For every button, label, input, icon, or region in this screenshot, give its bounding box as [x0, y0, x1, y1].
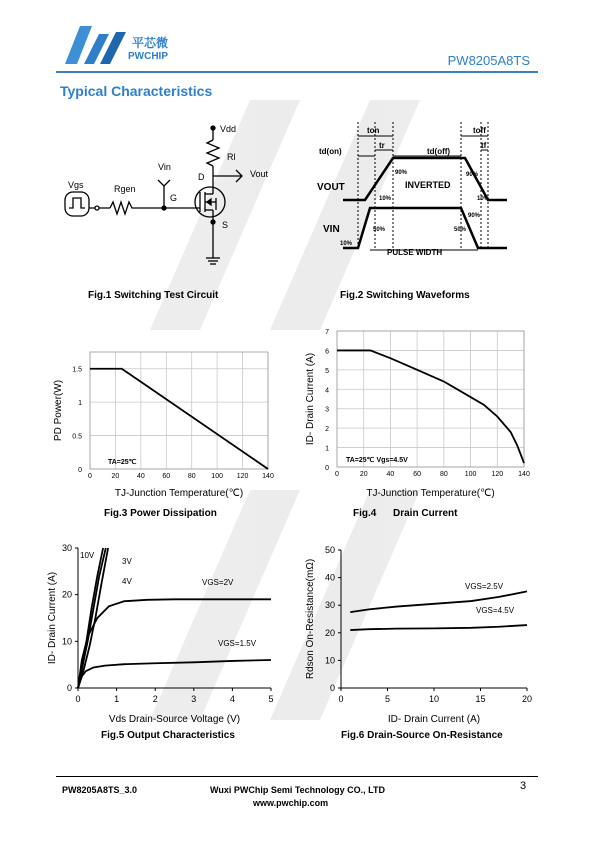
fig2-label-10-in: 10% — [340, 241, 353, 247]
fig2-label-ton: ton — [367, 126, 380, 135]
y-tick-label: 0 — [66, 683, 72, 693]
x-tick-label: 140 — [518, 471, 530, 478]
y-axis-label: ID- Drain Current (A) — [47, 571, 58, 665]
y-tick-label: 1 — [325, 445, 329, 453]
series-line-2 — [350, 625, 527, 630]
fig2-label-vout: VOUT — [317, 182, 345, 193]
x-tick-label: 140 — [262, 473, 274, 480]
series-label-2: 3V — [122, 557, 132, 566]
x-tick-label: 0 — [75, 694, 81, 704]
fig1-switching-circuit — [60, 118, 280, 268]
footer-url: www.pwchip.com — [253, 798, 329, 808]
series-label-3: 4V — [122, 577, 132, 586]
part-number: PW8205A8TS — [447, 53, 530, 68]
fig2-label-90-fall: 90% — [466, 172, 479, 178]
x-tick-label: 80 — [439, 471, 448, 478]
x-axis-label: TJ-Junction Temperature(℃) — [366, 488, 495, 499]
y-tick-label: 0.5 — [72, 433, 82, 441]
y-tick-label: 3 — [325, 406, 329, 414]
x-tick-label: 4 — [229, 694, 235, 704]
x-tick-label: 20 — [521, 694, 533, 704]
x-tick-label: 15 — [475, 694, 486, 704]
fig1-label-rl: Rl — [227, 152, 236, 162]
fig1-label-vin: Vin — [158, 162, 171, 172]
y-tick-label: 50 — [324, 545, 335, 555]
chart-annotation: TA=25℃ Vgs=4.5V — [346, 457, 408, 464]
fig4-caption: Fig.4 Drain Current — [353, 508, 458, 519]
series-line-1 — [337, 350, 524, 463]
fig1-label-vout: Vout — [250, 169, 269, 179]
y-tick-label: 20 — [324, 627, 335, 638]
series-label-5: VGS=1.5V — [218, 639, 257, 648]
y-tick-label: 10 — [61, 636, 72, 647]
fig1-caption: Fig.1 Switching Test Circuit — [88, 290, 219, 301]
x-tick-label: 5 — [268, 694, 274, 704]
series-label-4: VGS=2V — [202, 578, 234, 587]
fig2-caption: Fig.2 Switching Waveforms — [340, 290, 470, 301]
x-axis-label: TJ-Junction Temperature(℃) — [114, 488, 244, 499]
x-tick-label: 5 — [384, 694, 391, 704]
y-tick-label: 0 — [329, 683, 335, 693]
fig2-label-tdon: td(on) — [319, 147, 342, 156]
fig2-label-90-in: 90% — [468, 213, 481, 219]
footer-company: Wuxi PWChip Semi Technology CO., LTD — [210, 785, 386, 795]
x-tick-label: 20 — [111, 473, 120, 480]
y-tick-label: 5 — [325, 367, 329, 375]
fig2-label-50-rise: 50% — [373, 227, 386, 233]
fig6-caption: Fig.6 Drain-Source On-Resistance — [341, 730, 503, 741]
series-line-1 — [90, 369, 268, 469]
plot-frame — [337, 331, 524, 467]
x-tick-label: 40 — [136, 473, 145, 480]
y-tick-label: 40 — [324, 572, 335, 583]
x-tick-label: 100 — [464, 471, 477, 478]
fig2-label-tf: tf — [481, 141, 487, 150]
y-tick-label: 2 — [325, 426, 329, 434]
y-tick-label: 6 — [325, 348, 329, 356]
x-tick-label: 60 — [413, 471, 422, 478]
x-tick-label: 100 — [211, 473, 223, 480]
y-axis-label: Rdson On-Resistance(mΩ) — [305, 558, 316, 680]
y-axis-label: PD Power(W) — [53, 379, 64, 442]
y-tick-label: 20 — [61, 589, 72, 600]
chart-annotation: TA=25℃ — [108, 459, 137, 466]
fig1-label-g: G — [170, 193, 178, 203]
fig5-output-characteristics-chart — [42, 540, 284, 726]
x-tick-label: 120 — [236, 473, 249, 480]
fig2-label-toff: toff — [473, 126, 486, 135]
y-axis-label: ID- Drain Current (A) — [305, 352, 316, 446]
fig1-label-rgen: Rgen — [114, 184, 136, 194]
x-tick-label: 2 — [152, 694, 158, 704]
fig3-power-dissipation-chart — [48, 328, 280, 500]
y-tick-label: 30 — [324, 600, 335, 611]
fig6-on-resistance-chart — [300, 540, 540, 726]
x-tick-label: 3 — [191, 694, 197, 704]
footer-doc-id: PW8205A8TS_3.0 — [62, 785, 138, 795]
series-label-1: VGS=2.5V — [465, 582, 504, 591]
y-tick-label: 30 — [61, 543, 72, 553]
series-label-2: VGS=4.5V — [476, 606, 515, 615]
fig2-label-tr: tr — [379, 141, 385, 150]
footer-page-number: 3 — [520, 780, 527, 792]
fig2-label-tdoff: td(off) — [427, 147, 451, 156]
x-tick-label: 40 — [386, 471, 395, 478]
x-tick-label: 80 — [187, 473, 196, 480]
brand-name-en: PWCHIP — [128, 51, 168, 62]
brand-name-cn: 平芯微 — [132, 36, 169, 50]
x-tick-label: 120 — [491, 471, 504, 478]
y-tick-label: 0 — [78, 467, 82, 474]
fig2-label-pulse-width: PULSE WIDTH — [387, 248, 443, 257]
fig1-label-s: S — [222, 220, 229, 230]
y-tick-label: 1.5 — [72, 366, 82, 374]
y-tick-label: 0 — [325, 465, 329, 472]
fig2-switching-waveforms — [315, 120, 535, 270]
y-tick-label: 7 — [325, 329, 329, 336]
y-tick-label: 1 — [78, 400, 82, 408]
fig2-label-50-fall: 50% — [454, 227, 467, 233]
footer-rule — [56, 776, 538, 777]
series-label-1: 10V — [80, 551, 95, 560]
x-tick-label: 0 — [88, 473, 92, 480]
fig5-caption: Fig.5 Output Characteristics — [101, 730, 235, 741]
x-tick-label: 60 — [162, 473, 171, 480]
fig2-label-vin: VIN — [323, 224, 340, 235]
x-tick-label: 0 — [335, 471, 339, 478]
fig1-label-vgs: Vgs — [68, 180, 84, 190]
x-axis-label: Vds Drain-Source Voltage (V) — [108, 714, 241, 725]
section-title: Typical Characteristics — [60, 83, 213, 99]
fig2-label-10-rise: 10% — [379, 196, 392, 202]
y-tick-label: 4 — [325, 387, 329, 395]
x-axis-label: ID- Drain Current (A) — [387, 714, 481, 725]
fig1-label-d: D — [198, 172, 205, 182]
x-tick-label: 20 — [359, 471, 368, 478]
fig2-label-inverted: INVERTED — [405, 180, 451, 190]
fig4-drain-current-chart — [300, 325, 536, 500]
x-tick-label: 0 — [338, 694, 344, 704]
fig3-caption: Fig.3 Power Dissipation — [104, 508, 217, 519]
fig1-label-vdd: Vdd — [220, 124, 237, 134]
y-tick-label: 10 — [324, 655, 335, 666]
series-line-5 — [78, 660, 271, 688]
x-tick-label: 10 — [428, 694, 440, 704]
fig2-label-10-fall: 10% — [477, 196, 490, 202]
fig2-label-90-rise: 90% — [395, 170, 408, 176]
x-tick-label: 1 — [114, 694, 120, 704]
